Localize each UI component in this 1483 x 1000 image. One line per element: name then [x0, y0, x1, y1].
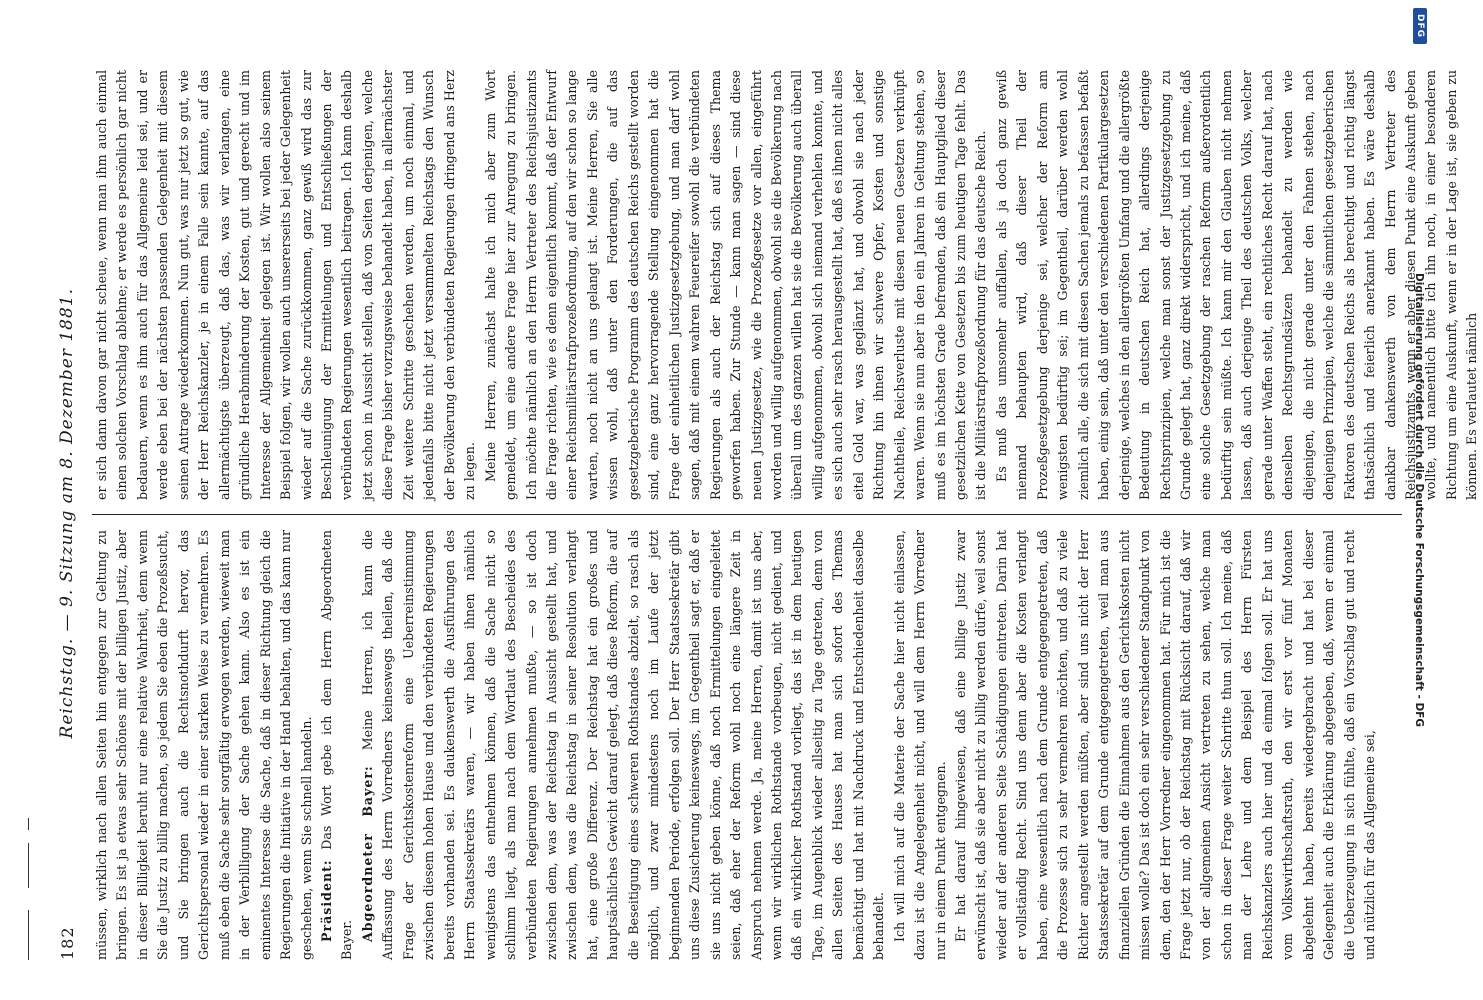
digitization-note-text: Digitalisierung gefördert durch die Deutsche Forschungsgemeinschaft - DFG: [1413, 273, 1426, 727]
left-paragraph-3: [358, 530, 890, 960]
speaker-praesident: Präsident:: [318, 859, 334, 942]
page-number: 182: [57, 926, 77, 960]
left-paragraph-2: [317, 530, 358, 960]
page-header: [52, 60, 82, 960]
left-paragraph-4: Ich will mich auf die Materie der Sache hier nicht einlassen, dazu ist die Angelegenheit nicht, und will dem Herrn Vorredner nur in einem Punkt entgegnen.: [891, 530, 948, 960]
right-paragraph-1: er sich dann davon gar nicht scheue, wenn man ihm auch einmal einen solchen Vorschlag ablehne; er werde es persönlich gar nicht bedauern, wenn es ihm auch für das Allgemeine leid sei, und er werde eben bei der nächsten passenden Gelegenheit mit diesem seinen Antrage wiederkommen. Nun gut, was nur jetzt so gut, wie der Herr Reichskanzler, je in einem Falle sein kannte, auf das allermächtigste überzeugt, daß das, was wir verlangen, eine gründliche Herabminderung der Kosten, gut und gerecht und im Interesse der Allgemeinheit gelegen ist. Wir wollen also seinem Beispiel folgen, wir wollen auch unsererseits bei jeder Gelegenheit wieder auf die Sache zurückkommen, ganz gewiß wird das zur Beschleunigung der Ermittelungen und Entschließungen der verbündeten Regierungen wesentlich beitragen. Ich kann deshalb jetzt schon in Aussicht stellen, daß von Seiten derjenigen, welche diese Frage bisher vorzugsweise behandelt haben, in allernächster Zeit weitere Schritte geschehen werden, um noch einmal, und jedenfalls bitte nicht jetzt versammelten Reichstags den Wunsch der Bevölkerung den verbündeten Regierungen dringend ans Herz zu legen.: [94, 70, 478, 500]
left-paragraph-5: Er hat darauf hingewiesen, daß eine billige Justiz zwar erwünscht ist, daß sie aber nicht zu billig werden dürfe, weil sonst wieder auf der anderen Seite Schädigungen eintreten. Darin hat er vollständig Recht. Sind uns denn aber die Kosten verlangt haben, eine wesentlich nach dem Grunde entgegengetreten, daß die Prozesse sich zu sehr vermehren möchten, und daß zu viele Richter angestellt werden müßten, aber sind uns nicht der Herr Staatssekretär auf dem Grunde entgegengetreten, weil man aus finanziellen Gründen die Einnahmen aus den Gerichtskosten nicht missen wolle? Das ist doch ein sehr verschiedener Standpunkt von dem, den der Herr Vorredner eingenommen hat. Für mich ist die Frage jetzt nur, ob der Reichstag mit Rücksicht darauf, daß wir von der allgemeinen Ansicht vertreten zu sehen, welche man schon in dieser Frage weiter Schritte thun soll. Ich meine, daß man der Lehre und dem Beispiel des Herrn Fürsten Reichskanzlers auch hier und da einmal folgen soll. Er hat uns vom Volkswirthschaftsrath, den wir erst vor fünf Monaten abgelehnt haben, bereits wiedergebracht und hat bei dieser Gelegenheit auch die Erklärung abgegeben, daß, wenn er einmal die Ueberzeugung in sich fühlte, daß ein Vorschlag gut und recht und nützlich für das Allgemeine sei,: [953, 530, 1378, 960]
top-rules: [0, 0, 60, 1000]
left-paragraph-1: müssen, wirklich nach allen Seiten hin entgegen zur Geltung zu bringen. Es ist ja etwas sehr Schönes mit der billigen Justiz, aber in dieser Billigkeit beruht nur eine relative Wahrheit, denn wenn Sie die Justiz zu billig machen, so jedem Sie eben die Prozeßsucht, und Sie bringen auch die Rechtsnothdurft hervor, das Gerichtspersonal wieder in einer starken Weise zu vermehren. Es muß eben die Sache sehr sorgfältig erwogen werden, wieweit man in der Verbilligung der Sache gehen kann. Also es ist ein eminentes Interesse die Sache, daß in dieser Richtung gleich die Regierungen die Initiative in der Hand behalten, und das kann nur geschehen, wenn Sie schnell handeln.: [94, 530, 314, 960]
left-column: [92, 530, 1402, 960]
page-title: Reichstag. — 9. Sitzung am 8. Dezember 1881.: [57, 287, 77, 739]
right-paragraph-2: Meine Herren, zunächst halte ich mich aber zum Wort gemeldet, um eine andere Frage hier zur Anregung zu bringen. Ich möchte nämlich an den Herrn Vertreter des Reichsjustizamts die Frage richten, wie es denn eigentlich kommt, daß der Entwurf einer Reichsmilitärstrafprozeßordnung, auf den wir schon so lange warten, noch nicht an uns gelangt ist. Meine Herren, Sie alle wissen wohl, daß unter den Forderungen, die auf das gesetzgeberische Programm des deutschen Reichs gestellt worden sind, eine ganz hervorragende Stellung eingenommen hat die Frage der einheitlichen Justizgesetzgebung, und man darf wohl sagen, daß mit einem wahren Feuereifer sowohl die verbündeten Regierungen als auch der Reichstag sich auf dieses Thema geworfen haben. Zur Stunde — kann man sagen — sind diese neuen Justizgesetze, wie die Prozeßgesetze vor allen, eingeführt worden und willig aufgenommen, obwohl sie die Bevölkerung nach überall um des ganzen willen hat sie die Bevölkerung auch überall willig aufgenommen, obwohl sich niemand verhehlen konnte, und es sich auch sehr rasch herausgestellt hat, daß es ihnen nicht alles eitel Gold war, was geglänzt hat, und obwohl sie nach jeder Richtung hin ihnen wir schwere Opfer, Kosten und sonstige Nachtheile, Reichsverluste mit diesen neuen Gesetzen verknüpft waren. Wenn sie nun aber in den ein Jahren in Geltung stehen, so muß es im höchsten Grade befremden, daß ein Hauptglied dieser gesetzlichen Kette von Gesetzen bis zum heutigen Tage fehlt. Das ist die Militärstrafprozeßordnung für das deutsche Reich.: [482, 70, 989, 500]
column-divider: [92, 514, 1402, 515]
digitization-note: [1410, 250, 1428, 750]
left-paragraph-2-text: Das Wort gebe ich dem Herrn Abgeordneten Bayer.: [318, 530, 355, 960]
left-paragraph-3-text: Meine Herren, ich kann die Auffassung des Herrn Vorredners keineswegs theilen, daß die Frage der Gerichtskostenreform eine Ueberreinstimmung zwischen diesem hohen Hause und den verbündeten Regierungen bereits vorhanden sei. Es daukenswerth die Ausführungen des Herrn Staatssekretärs waren, — wir haben ihnen nämlich wenigstens das entnehmen können, daß die Sache nicht so schlimm liegt, als man nach dem Wortlaut des Bescheides des verbündeten Regierungen annehmen mußte, — so ist doch zwischen dem, was der Reichstag in Aussicht gestellt hat, und zwischen dem, was die Reichstag in seiner Resolution verlangt hat, eine große Differenz. Der Reichstag hat ein großes und hauptsächliches Gewicht darauf gelegt, daß diese Reform, die auf die Beseitigung eines schweren Rothstandes abzielt, so rasch als möglich, und zwar mindestens noch im Laufe der jetzt beginnenden Periode, erfolgen soll. Der Herr Staatssekretär gibt uns diese Zusicherung keineswegs, im Gegentheil sagt er, daß er sie uns nicht geben könne, daß noch Ermittelungen eingeleitet seien, daß eher der Reform wohl noch eine längere Zeit in Anspruch nehmen werde. Ja, meine Herren, damit ist uns aber, wenn wir wirklichen Rothstande vorbeugen, nicht gedient, und daß ein wirklicher Rothstand vorliegt, das ist in dem heutigen Tage, im Augenblick wieder allseitig zu Tage getreten, denn von allen Seiten des Hauses hat man sich sofort des Themas bemächtigt und hat mit Nachdruck und Entschiedenheit dasselbe behandelt.: [359, 530, 887, 960]
dfg-logo-text: DFG: [1415, 13, 1426, 39]
dfg-logo: [1413, 8, 1427, 44]
speaker-bayer: Abgeordneter Bayer:: [359, 765, 375, 942]
right-paragraph-3: Es muß das umsomehr auffallen, als ja doch ganz gewiß niemand behaupten wird, daß dieser Theil der Prozeßgesetzgebung derjenige sei, welcher der Reform am wenigsten bedürftig sei; im Gegentheil, darüber werden wohl ziemlich alle, die sich mit diesen Sachen jemals zu befassen befaßt haben, einig sein, daß unter den verschiedenen Partikulargesetzen derjenige, welches in den allergrößten Umfang und die allergrößte Bedeutung in deutschen Reich hat, allerdings derjenige Rechtsprinzipien, welche man sonst der Justizgesetzgebung zu Grunde gelegt hat, ganz direkt widerspricht, und ich meine, daß eine solche Gesetzgebung der raschen Reform außerordentlich bedürftig sein müßte. Ich kann mir den Glauben nicht nehmen lassen, daß auch derjenige Theil des deutschen Volks, welcher gerade unter Waffen steht, ein rechtliches Recht darauf hat, nach denselben Rechtsgrundsätzen behandelt zu werden wie diejenigen, die nicht gerade unter den Fahnen stehen, nach denjenigen Prinzipien, welche die sämmtlichen gesetzgeberischen Faktoren des deutschen Reichs als berechtigt und richtig längst thatsächlich und feierlich anerkannt haben. Es wäre deshalb dankbar dankenswerth von dem Herrn Vertreter des Reichsjustizamts, wenn er aber diesen Punkt eine Auskunft geben wollte, und namentlich bitte ich ihn noch, in einer besonderen Richtung um eine Auskunft, wenn er in der Lage ist, sie geben zu können. Es verlautet nämlich: [993, 70, 1480, 500]
